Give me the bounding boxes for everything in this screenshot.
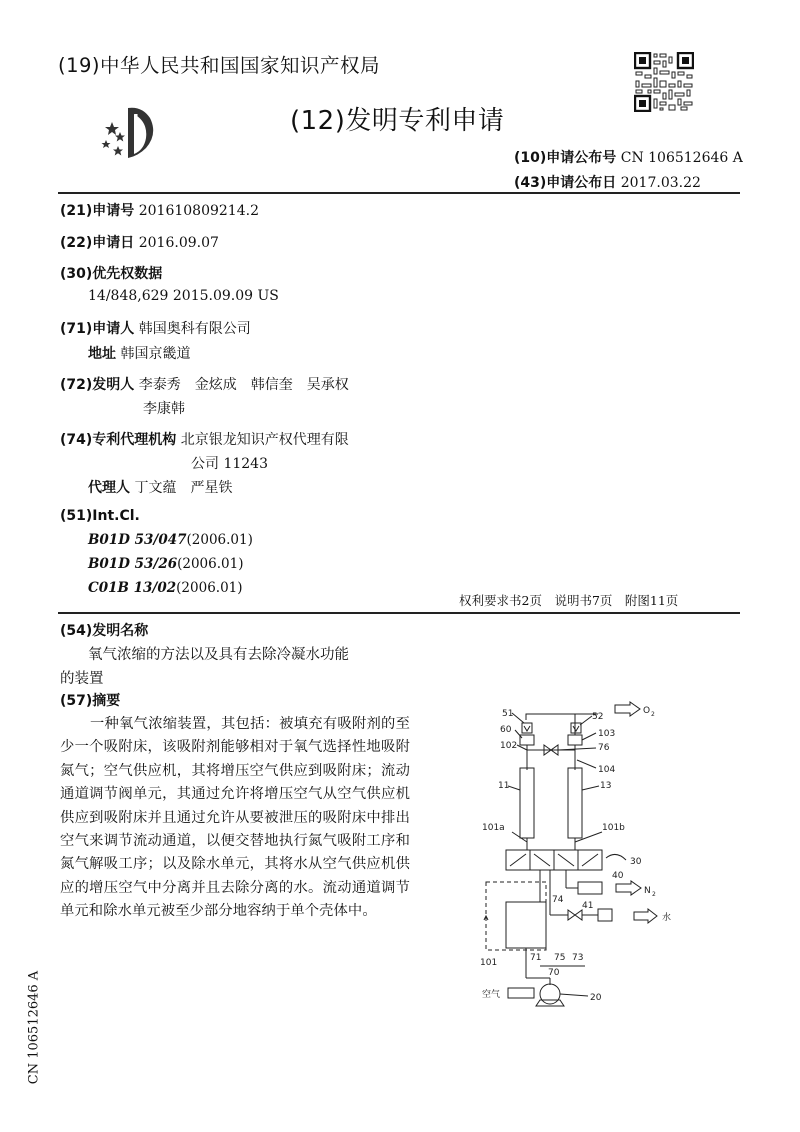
agency-label: (74)专利代理机构 xyxy=(60,432,177,448)
applicant: 韩国奥科有限公司 xyxy=(138,321,251,337)
address-label: 地址 xyxy=(88,346,116,362)
air-inlet-icon xyxy=(508,988,534,998)
svg-text:101a: 101a xyxy=(482,823,505,833)
address: 韩国京畿道 xyxy=(120,346,191,362)
svg-text:102: 102 xyxy=(500,741,518,751)
svg-text:2: 2 xyxy=(651,711,655,718)
svg-text:41: 41 xyxy=(582,901,594,911)
qr-code xyxy=(634,52,694,112)
water-separator-71 xyxy=(506,902,546,948)
svg-text:13: 13 xyxy=(600,781,612,791)
n2-label: N xyxy=(644,886,651,896)
o2-label: O xyxy=(643,706,651,716)
n2-arrow-icon xyxy=(616,881,641,895)
drain-valve-75 xyxy=(568,910,582,920)
agent: 丁文蕴 严星铁 xyxy=(134,480,233,496)
section-rule xyxy=(58,612,740,614)
agency-line1: 北京银龙知识产权代理有限 xyxy=(180,432,349,448)
water-arrow-icon xyxy=(634,909,657,923)
publication-number: CN 106512646 A xyxy=(620,150,743,166)
agency-line2: 公司 11243 xyxy=(191,456,268,472)
svg-text:101: 101 xyxy=(480,958,498,968)
svg-text:70: 70 xyxy=(548,968,560,978)
abstract-label: (57)摘要 xyxy=(60,693,121,709)
svg-text:74: 74 xyxy=(552,895,564,905)
device-diagram xyxy=(440,690,740,1020)
air-label: 空气 xyxy=(482,990,501,1000)
abstract-text: 一种氧气浓缩装置，其包括：被填充有吸附剂的至少一个吸附床，该吸附剂能够相对于氧气选择性地吸附氮气；空气供应机，其将增压空气供应到吸附床；流动通道调节阀单元，其通过允许将增压空气从空气供应机供应到吸附床并且通过允许从要被泄压的吸附床中排出空气来调节流动通道，以便交替地执行氮气吸附工序和氮气解吸工序；以及除水单元，其将水从空气供应机供应的增压空气中分离并且去除分离的水。流动通道调节单元和除水单元被至少部分地容纳于单个壳体中。 xyxy=(60,716,410,920)
inventors-label: (72)发明人 xyxy=(60,377,135,393)
header-rule xyxy=(58,192,740,194)
svg-text:60: 60 xyxy=(500,725,512,735)
application-date-label: (22)申请日 xyxy=(60,235,135,251)
adsorption-bed-13 xyxy=(568,768,582,838)
agent-label: 代理人 xyxy=(88,480,130,496)
priority-label: (30)优先权数据 xyxy=(60,266,163,282)
svg-text:40: 40 xyxy=(612,871,624,881)
svg-text:76: 76 xyxy=(598,743,610,753)
page-counts: 权利要求书2页 说明书7页 附图11页 xyxy=(459,593,679,608)
ipc-entry: C01B 13/02(2006.01) xyxy=(88,580,243,596)
svg-text:20: 20 xyxy=(590,993,602,1003)
cnipa-logo xyxy=(98,100,164,166)
ipc-label: (51)Int.Cl. xyxy=(60,508,140,524)
publication-date: 2017.03.22 xyxy=(620,175,701,191)
air-compressor-20 xyxy=(540,984,560,1004)
orifice-103 xyxy=(568,735,582,745)
svg-text:51: 51 xyxy=(502,709,514,719)
publication-number-label: (10)申请公布号 xyxy=(514,150,617,166)
drain-unit-73 xyxy=(598,909,612,921)
water-label: 水 xyxy=(662,913,672,923)
adsorption-bed-11 xyxy=(520,768,534,838)
svg-text:75: 75 xyxy=(554,953,566,963)
title-label: (54)发明名称 xyxy=(60,623,149,639)
side-publication-number: CN 106512646 A xyxy=(26,970,42,1085)
application-number-label: (21)申请号 xyxy=(60,203,135,219)
applicant-label: (71)申请人 xyxy=(60,321,135,337)
svg-text:73: 73 xyxy=(572,953,584,963)
ipc-entry: B01D 53/26(2006.01) xyxy=(88,556,244,572)
document-type: (12)发明专利申请 xyxy=(290,106,505,136)
svg-text:104: 104 xyxy=(598,765,616,775)
application-date: 2016.09.07 xyxy=(138,235,219,251)
publication-date-label: (43)申请公布日 xyxy=(514,175,617,191)
o2-arrow-icon xyxy=(615,702,640,716)
svg-text:52: 52 xyxy=(592,712,604,722)
ipc-entry: B01D 53/047(2006.01) xyxy=(88,532,253,548)
svg-text:11: 11 xyxy=(498,781,510,791)
svg-text:71: 71 xyxy=(530,953,542,963)
invention-title-line1: 氧气浓缩的方法以及具有去除冷凝水功能 xyxy=(88,647,349,663)
orifice-60 xyxy=(520,735,534,745)
housing-101 xyxy=(486,882,546,950)
invention-title-line2: 的装置 xyxy=(60,671,104,687)
application-number: 201610809214.2 xyxy=(138,203,259,219)
priority-data: 14/848,629 2015.09.09 US xyxy=(88,288,279,304)
office-name: (19)中华人民共和国国家知识产权局 xyxy=(58,54,381,77)
svg-text:101b: 101b xyxy=(602,823,625,833)
svg-text:103: 103 xyxy=(598,729,616,739)
inventors-line1: 李泰秀 金炫成 韩信奎 吴承权 xyxy=(138,377,349,393)
svg-text:30: 30 xyxy=(630,857,642,867)
svg-text:2: 2 xyxy=(652,891,656,898)
inventors-line2: 李康韩 xyxy=(143,401,185,417)
silencer-40 xyxy=(578,882,602,894)
